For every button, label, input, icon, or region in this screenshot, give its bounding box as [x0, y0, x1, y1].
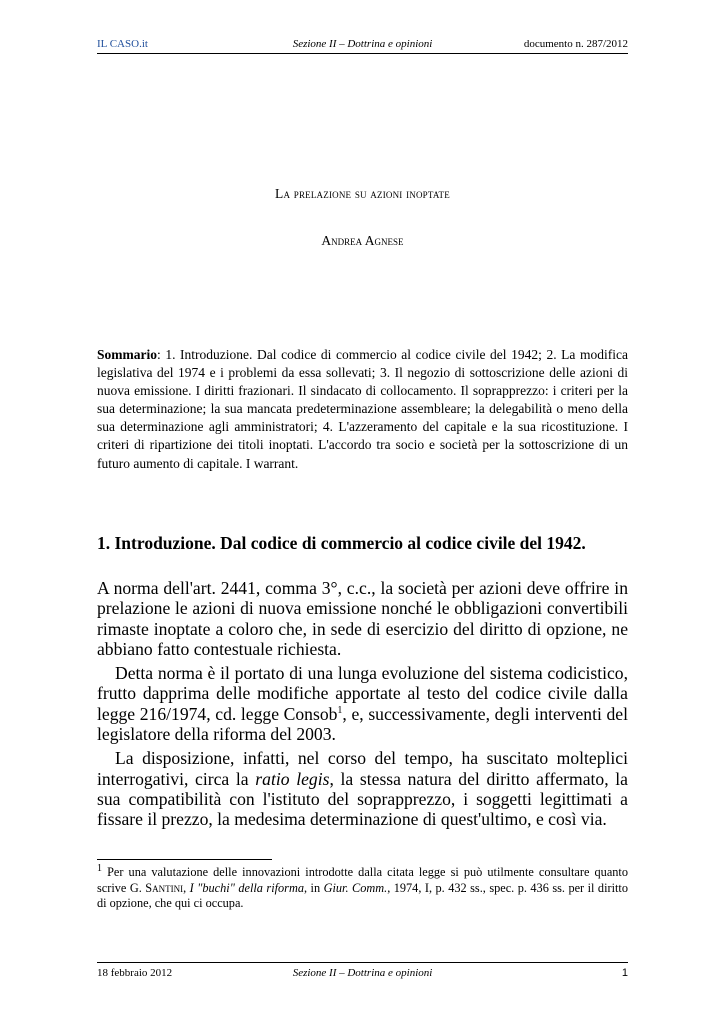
footnote-divider — [97, 859, 272, 860]
paragraph-3 — [97, 748, 628, 829]
page-number: 1 — [621, 967, 628, 979]
footnote-reference[interactable]: 1 — [337, 704, 343, 716]
footnote-text-1: Per una valutazione delle innovazioni introdotte dalla citata legge si può utilmente consultare quanto scrive G. — [97, 865, 628, 895]
footnote-text-4: , 1974, I, p. 432 ss., spec. p. 436 ss. per il diritto di opzione, che qui ci occupa. — [97, 880, 628, 911]
header-site-link[interactable]: IL CASO.it — [97, 38, 148, 50]
header-document-number: documento n. 287/2012 — [523, 38, 628, 50]
paragraph-2-text-b: , e, successivamente, degli interventi del legislatore della riforma del 2003. — [97, 703, 628, 745]
paragraph-2 — [97, 663, 628, 744]
footnote — [97, 862, 628, 912]
document-author: Andrea Agnese — [321, 233, 404, 248]
footer-date: 18 febbraio 2012 — [97, 967, 173, 979]
paragraph-2-text-a: Detta norma è il portato di una lunga evoluzione del sistema codicistico, frutto dapprima delle modifiche apportate al testo del codice civile dalla legge 216/1974, cd. legge Consob — [97, 663, 628, 724]
footnote-text-3: , in — [303, 880, 324, 895]
header-section: Sezione II – Dottrina e opinioni — [292, 38, 433, 50]
paragraph-3-text-b: , la stessa natura del diritto affermato, la sua compatibilità con l'istituto del soprapprezzo, i soggetti legittimati a fissare il prezzo, la medesima determinazione di quest'ultimo, e così via. — [97, 768, 628, 830]
summary-text: : 1. Introduzione. Dal codice di commercio al codice civile del 1942; 2. La modifica legislativa del 1974 e i problemi da essa sollevati; 3. Il negozio di sottoscrizione delle azioni di nuova emissione. I diritti frazionari. Il sindacato di collocamento. Il soprapprezzo: i criteri per la sua determinazione; la sua mancata predeterminazione assembleare; la delegabilità o meno della sua determinazione agli amministratori; 4. L'azzeramento del capitale e la sua ricostituzione. I criteri di ripartizione dei titoli inoptati. L'accordo tra socio e società per la sottoscrizione di un futuro aumento di capitale. I warrant. — [97, 347, 628, 471]
footnote-number: 1 — [97, 862, 102, 874]
section-heading: 1. Introduzione. Dal codice di commercio al codice civile del 1942. — [97, 533, 586, 553]
body-text — [97, 578, 628, 830]
summary-label: Sommario — [97, 347, 157, 362]
paragraph-3-text-a: La disposizione, infatti, nel corso del tempo, ha suscitato molteplici interrogativi, circa la — [97, 748, 628, 789]
header-divider — [97, 53, 628, 54]
summary-block — [97, 346, 628, 473]
footnote-text-2: , — [183, 880, 190, 895]
paragraph-3-emphasis: ratio legis — [255, 768, 330, 789]
footnote-work-title: I "buchi" della riforma — [189, 880, 304, 895]
footnote-author: Santini — [145, 880, 184, 895]
footnote-journal: Giur. Comm. — [323, 880, 388, 895]
footer-divider — [97, 962, 628, 963]
document-title: La prelazione su azioni inoptate — [275, 186, 450, 201]
footer-section: Sezione II – Dottrina e opinioni — [292, 967, 433, 979]
paragraph-1: A norma dell'art. 2441, comma 3°, c.c., la società per azioni deve offrire in prelazione le azioni di nuova emissione nonché le obbligazioni convertibili rimaste inoptate a coloro che, in sede di esercizio del diritto di opzione, ne abbiano fatto contestuale richiesta. — [97, 578, 628, 659]
